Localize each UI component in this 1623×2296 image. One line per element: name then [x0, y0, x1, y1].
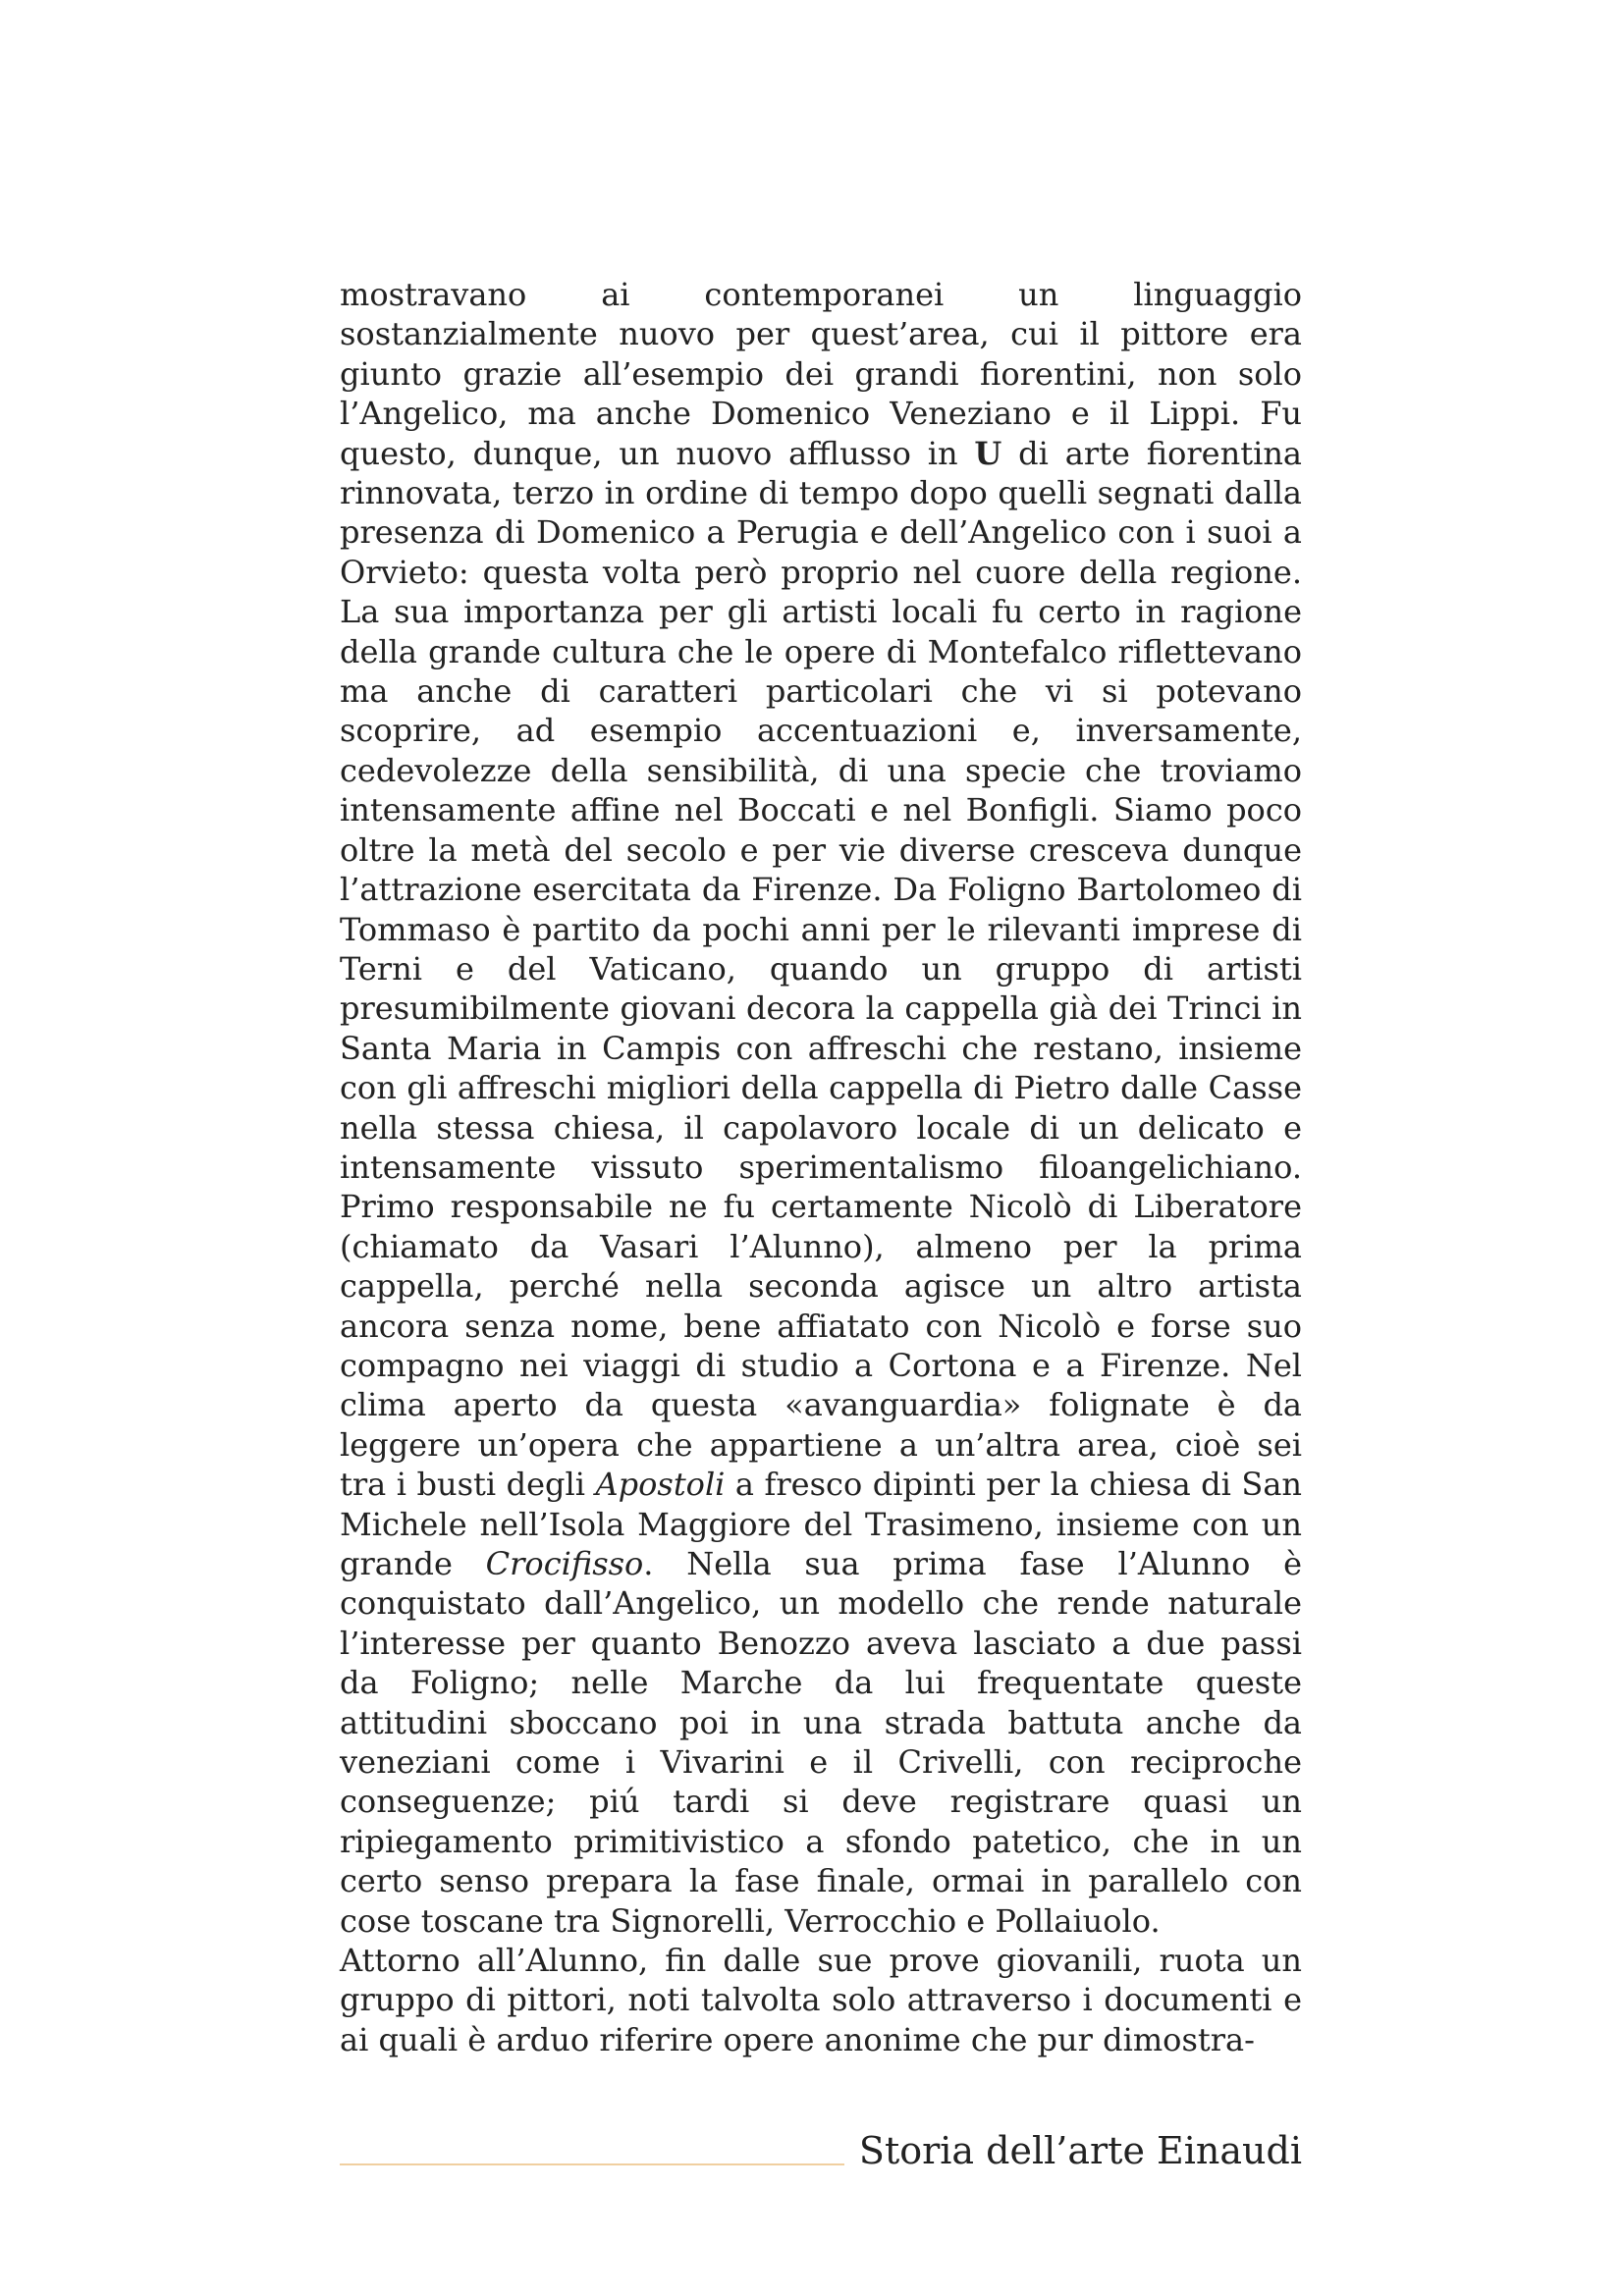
paragraph: [340, 275, 1302, 1941]
footer-rule: [340, 2163, 844, 2165]
paragraph: Attorno all’Alunno, fin dalle sue prove giovanili, ruota un gruppo di pittori, noti talvolta solo attraverso i documenti e ai quali è arduo riferire opere anonime che pur dimostra-: [340, 1942, 1302, 2058]
text-run: . Nella sua prima fase l’Alunno è conquistato dall’Angelico, un modello che rende naturale l’interesse per quanto Benozzo aveva lasciato a due passi da Foligno; nelle Marche da lui frequentate queste attitudini sboccano poi in una strada battuta anche da veneziani come i Vivarini e il Crivelli, con reciproche conseguenze; piú tardi si deve registrare quasi un ripiegamento primitivistico a sfondo patetico, che in un certo senso prepara la fase finale, ormai in parallelo con cose toscane tra Signorelli, Verrocchio e Pollaiuolo.: [340, 1545, 1303, 1940]
footer-title: Storia dell’arte Einaudi: [858, 2129, 1302, 2172]
italic-title: Apostoli: [595, 1466, 726, 1504]
bold-abbreviation: U: [974, 434, 1002, 472]
text-run: di arte fiorentina rinnovata, terzo in ordine di tempo dopo quelli segnati dalla presenza di Domenico a Perugia e dell’Angelico con i suoi a Orvieto: questa volta però proprio nel cuore della regione. La sua importanza per gli artisti locali fu certo in ragione della grande cultura che le opere di Montefalco riflettevano ma anche di caratteri particolari che vi si potevano scoprire, ad esempio accentuazioni e, inversamente, cedevolezze della sensibilità, di una specie che troviamo intensamente affine nel Boccati e nel Bonfigli. Siamo poco oltre la metà del secolo e per vie diverse cresceva dunque l’attrazione esercitata da Firenze. Da Foligno Bartolomeo di Tommaso è partito da pochi anni per le rilevanti imprese di Terni e del Vaticano, quando un gruppo di artisti presumibilmente giovani decora la cappella già dei Trinci in Santa Maria in Campis con affreschi che restano, insieme con gli affreschi migliori della cappella di Pietro dalle Casse nella stessa chiesa, il capolavoro locale di un delicato e intensamente vissuto sperimentalismo filoangelichiano. Primo responsabile ne fu certamente Nicolò di Liberatore (chiamato da Vasari l’Alunno), almeno per la prima cappella, perché nella seconda agisce un altro artista ancora senza nome, bene affiatato con Nicolò e forse suo compagno nei viaggi di studio a Cortona e a Firenze. Nel clima aperto da questa «avanguardia» folignate è da leggere un’opera che appartiene a un’altra area, cioè sei tra i busti degli: [340, 434, 1303, 1504]
body-text: [340, 275, 1302, 2059]
text-run: mostravano ai contemporanei un linguaggio sostanzialmente nuovo per quest’area, cui il pittore era giunto grazie all’esempio dei grandi fiorentini, non solo l’Angelico, ma anche Domenico Veneziano e il Lippi. Fu questo, dunque, un nuovo afflusso in: [340, 276, 1302, 472]
text-run: a fresco dipinti per la chiesa di San Michele nell’Isola Maggiore del Trasimeno, insieme con un grande: [340, 1466, 1303, 1582]
italic-title: Crocifisso: [485, 1545, 644, 1582]
